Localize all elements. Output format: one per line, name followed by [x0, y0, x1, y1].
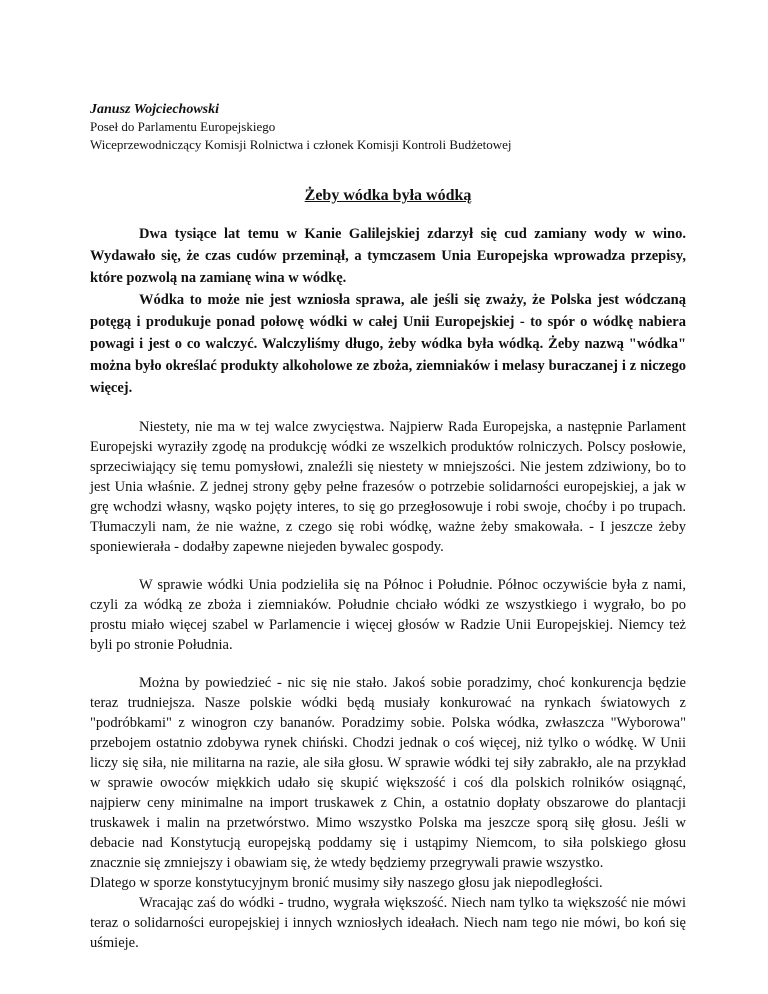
body-paragraph: Dlatego w sporze konstytucyjnym bronić musimy siły naszego głosu jak niepodległości. — [90, 875, 603, 891]
body-paragraph: Niestety, nie ma w tej walce zwycięstwa. Najpierw Rada Europejska, a następnie Parlament Europejski wyraziły zgodę na produkcję wódki ze wszelkich produktów rolniczych. Polscy posłowie, sprzeciwiający się temu pomysłowi, znaleźli się niestety w mniejszości. Nie jestem zdziwiony, bo to jest Unia właśnie. Z jednej strony gęby pełne frazesów o potrzebie solidarności europejskiej, a jak w grę wchodzi własny, wąsko pojęty interes, to się go przegłosowuje i robi swoje, choćby i po trupach. Tłumaczyli nam, że nie ważne, z czego się robi wódkę, ważne żeby smakowała. - I jeszcze żeby sponiewierała - dodałby zapewne niejeden bywalec gospody. — [90, 419, 686, 555]
author-role-line-2: Wiceprzewodniczący Komisji Rolnictwa i członek Komisji Kontroli Budżetowej — [90, 137, 512, 152]
author-role-line-1: Poseł do Parlamentu Europejskiego — [90, 119, 276, 134]
lead-paragraph: Wódka to może nie jest wzniosła sprawa, ale jeśli się zważy, że Polska jest wódczaną potęgą i produkuje ponad połowę wódki w całej Unii Europejskiej - to spór o wódkę nabiera powagi i jest o co walczyć. Walczyliśmy długo, żeby wódka była wódką. Żeby nazwą "wódka" można było określać produkty alkoholowe ze zboża, ziemniaków i melasy buraczanej i z niczego więcej. — [90, 292, 686, 396]
body-paragraph: W sprawie wódki Unia podzieliła się na Północ i Południe. Północ oczywiście była z nami, czyli za wódką ze zboża i ziemniaków. Południe chciało wódki ze wszystkiego i wygrało, bo po prostu miało więcej szabel w Parlamencie i więcej głosów w Radzie Unii Europejskiej. Niemcy też byli po stronie Południa. — [90, 577, 686, 653]
author-name: Janusz Wojciechowski — [90, 102, 220, 117]
body-paragraph: Można by powiedzieć - nic się nie stało. Jakoś sobie poradzimy, choć konkurencja będzie teraz trudniejsza. Nasze polskie wódki będą musiały konkurować na rynkach światowych z "podróbkami" z winogron czy bananów. Poradzimy sobie. Polska wódka, zwłaszcza "Wyborowa" przebojem ostatnio zdobywa rynek chiński. Chodzi jednak o coś więcej, niż tylko o wódkę. W Unii liczy się siła, nie militarna na razie, ale siła głosu. W sprawie wódki tej siły zabrakło, ale na przykład w sprawie owoców miękkich udało się skupić większość i coś dla polskich rolników osiągnąć, najpierw ceny minimalne na import truskawek z Chin, a ostatnio dopłaty obszarowe do plantacji truskawek i malin na przetwórstwo. Mimo wszystko Polska ma jeszcze sporą siłę głosu. Jeśli w debacie nad Konstytucją europejską poddamy się i ustąpimy Niemcom, to siła polskiego głosu znacznie się zmniejszy i obawiam się, że wtedy będziemy przegrywali prawie wszystko. — [90, 675, 686, 871]
lead-paragraph: Dwa tysiące lat temu w Kanie Galilejskiej zdarzył się cud zamiany wody w wino. Wydawało się, że czas cudów przeminął, a tymczasem Unia Europejska wprowadza przepisy, które pozwolą na zamianę wina w wódkę. — [90, 226, 686, 286]
body-paragraph: Wracając zaś do wódki - trudno, wygrała większość. Niech nam tylko ta większość nie mówi teraz o solidarności europejskiej i innych wzniosłych ideałach. Niech nam tego nie mówi, bo koń się uśmieje. — [90, 895, 686, 951]
article-title: Żeby wódka była wódką — [304, 187, 472, 204]
document-page — [90, 101, 686, 953]
